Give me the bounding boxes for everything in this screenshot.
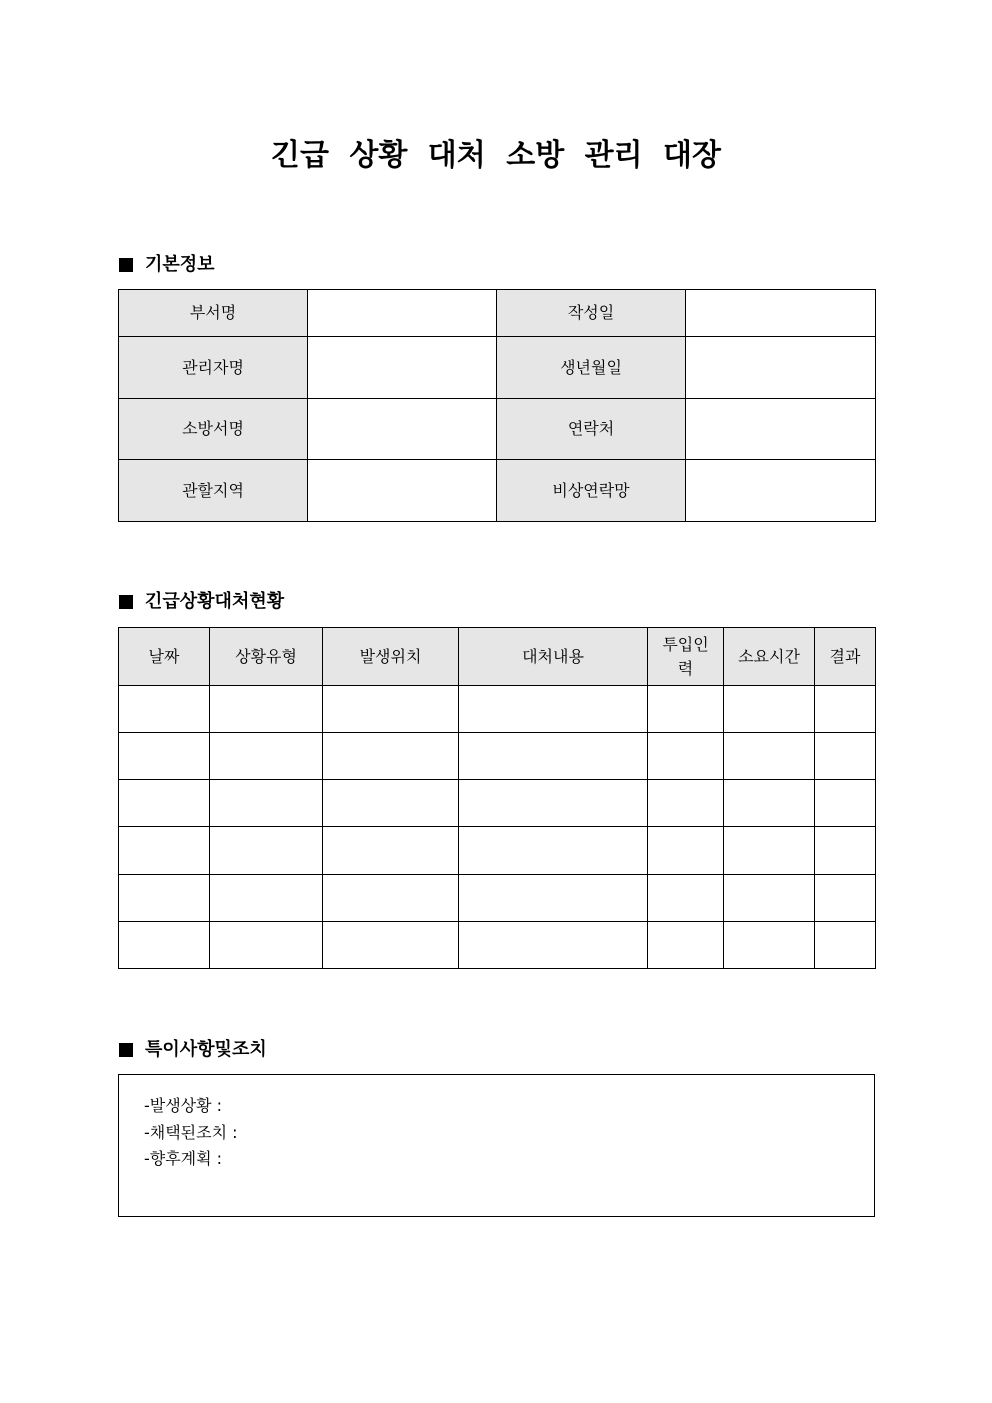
- value-emergency-contact-network[interactable]: [686, 460, 876, 522]
- table-cell[interactable]: [459, 686, 648, 733]
- table-row: [119, 337, 876, 399]
- table-cell[interactable]: [459, 827, 648, 875]
- table-row: [119, 399, 876, 460]
- table-cell[interactable]: [648, 686, 724, 733]
- header-response-details: 대처내용: [459, 628, 648, 686]
- table-cell[interactable]: [459, 733, 648, 780]
- table-cell[interactable]: [323, 686, 459, 733]
- header-date: 날짜: [119, 628, 210, 686]
- value-birth-date[interactable]: [686, 337, 876, 399]
- value-jurisdiction[interactable]: [308, 460, 497, 522]
- square-bullet-icon: [119, 595, 133, 609]
- table-cell[interactable]: [724, 780, 815, 827]
- section-heading-emergency-status: [119, 590, 284, 614]
- table-row: [119, 290, 876, 337]
- table-cell[interactable]: [459, 922, 648, 969]
- table-cell[interactable]: [724, 733, 815, 780]
- label-manager-name: 관리자명: [119, 337, 308, 399]
- notes-line-future-plan: -향후계획 :: [144, 1149, 223, 1168]
- label-jurisdiction: 관할지역: [119, 460, 308, 522]
- emergency-response-table: [118, 627, 876, 969]
- table-cell[interactable]: [119, 922, 210, 969]
- table-cell[interactable]: [724, 827, 815, 875]
- section-heading-text: 특이사항및조치: [145, 1039, 267, 1060]
- table-cell[interactable]: [323, 922, 459, 969]
- notes-line-occurrence: -발생상황 :: [144, 1096, 223, 1115]
- table-cell[interactable]: [210, 686, 323, 733]
- table-cell[interactable]: [648, 922, 724, 969]
- table-cell[interactable]: [459, 875, 648, 922]
- table-cell[interactable]: [210, 780, 323, 827]
- table-cell[interactable]: [119, 686, 210, 733]
- table-cell[interactable]: [119, 733, 210, 780]
- header-location: 발생위치: [323, 628, 459, 686]
- table-cell[interactable]: [815, 733, 876, 780]
- value-fire-station-name[interactable]: [308, 399, 497, 460]
- table-row: [119, 875, 876, 922]
- table-cell[interactable]: [119, 827, 210, 875]
- table-cell[interactable]: [815, 875, 876, 922]
- table-cell[interactable]: [323, 875, 459, 922]
- table-cell[interactable]: [648, 733, 724, 780]
- label-department: 부서명: [119, 290, 308, 337]
- table-row: [119, 827, 876, 875]
- table-cell[interactable]: [724, 686, 815, 733]
- table-cell[interactable]: [210, 827, 323, 875]
- header-result: 결과: [815, 628, 876, 686]
- table-cell[interactable]: [815, 827, 876, 875]
- table-cell[interactable]: [210, 922, 323, 969]
- section-heading-basic-info: [119, 253, 215, 277]
- table-cell[interactable]: [323, 827, 459, 875]
- square-bullet-icon: [119, 258, 133, 272]
- table-row: [119, 733, 876, 780]
- table-row: [119, 780, 876, 827]
- section-heading-special-notes: [119, 1038, 267, 1062]
- label-contact: 연락처: [497, 399, 686, 460]
- label-date-written: 작성일: [497, 290, 686, 337]
- table-cell[interactable]: [459, 780, 648, 827]
- square-bullet-icon: [119, 1043, 133, 1057]
- header-time-required: 소요시간: [724, 628, 815, 686]
- label-emergency-contact-network: 비상연락망: [497, 460, 686, 522]
- basic-info-table: [118, 289, 876, 522]
- page-title: 긴급 상황 대처 소방 관리 대장: [271, 138, 721, 173]
- table-cell[interactable]: [648, 827, 724, 875]
- notes-line-action-taken: -채택된조치 :: [144, 1123, 238, 1142]
- value-contact[interactable]: [686, 399, 876, 460]
- header-situation-type: 상황유형: [210, 628, 323, 686]
- table-cell[interactable]: [119, 875, 210, 922]
- section-heading-text: 기본정보: [145, 254, 215, 275]
- table-row: [119, 922, 876, 969]
- header-personnel: 투입인력: [648, 628, 724, 686]
- table-cell[interactable]: [323, 733, 459, 780]
- table-cell[interactable]: [815, 686, 876, 733]
- table-row: [119, 460, 876, 522]
- table-cell[interactable]: [210, 875, 323, 922]
- label-fire-station-name: 소방서명: [119, 399, 308, 460]
- table-cell[interactable]: [119, 780, 210, 827]
- table-cell[interactable]: [724, 875, 815, 922]
- table-cell[interactable]: [323, 780, 459, 827]
- table-header-row: [119, 628, 876, 686]
- table-cell[interactable]: [648, 875, 724, 922]
- section-heading-text: 긴급상황대처현황: [145, 591, 285, 612]
- table-cell[interactable]: [724, 922, 815, 969]
- table-cell[interactable]: [815, 780, 876, 827]
- table-cell[interactable]: [210, 733, 323, 780]
- label-birth-date: 생년월일: [497, 337, 686, 399]
- value-date-written[interactable]: [686, 290, 876, 337]
- table-row: [119, 686, 876, 733]
- value-manager-name[interactable]: [308, 337, 497, 399]
- notes-box[interactable]: [118, 1074, 875, 1217]
- table-cell[interactable]: [815, 922, 876, 969]
- value-department[interactable]: [308, 290, 497, 337]
- table-cell[interactable]: [648, 780, 724, 827]
